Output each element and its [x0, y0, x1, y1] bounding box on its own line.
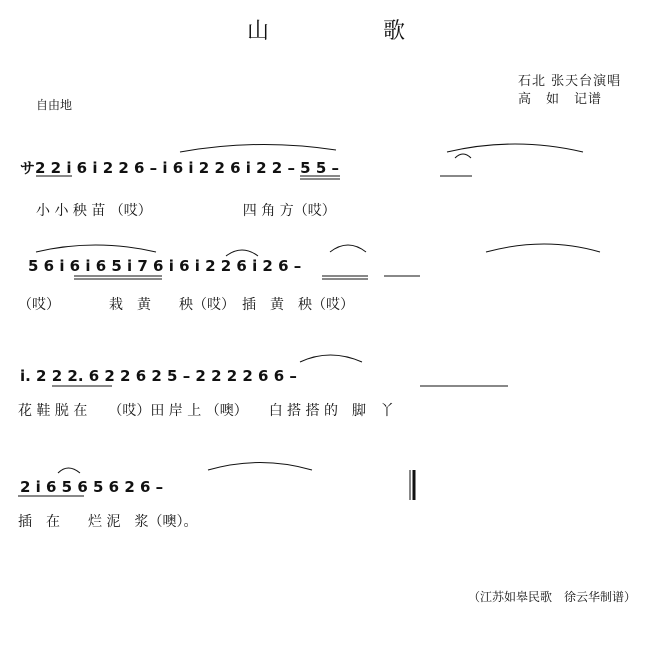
slur	[330, 245, 366, 252]
lyric-line-1: 小 小 秧 苗 （哎） 四 角 方（哎）	[36, 203, 336, 219]
page-title: 山 歌	[246, 19, 451, 44]
slur	[180, 144, 336, 152]
slur	[300, 355, 362, 362]
slur	[447, 144, 583, 152]
lyric-line-4: 插 在 烂 泥 浆（噢）。	[18, 514, 198, 530]
notation-credit: 高 如 记谱	[518, 92, 603, 107]
slur	[226, 250, 258, 256]
slur	[208, 463, 312, 471]
tempo-marking: 自由地	[36, 98, 73, 112]
slur	[58, 468, 80, 473]
performer-credit: 石北 张天台演唱	[518, 74, 622, 89]
notation-line-2: 5 6 i 6 i 6 5 i 7 6 i 6 i 2 2 6 i 2 6 –	[28, 257, 302, 275]
lyric-line-2: （哎） 栽 黄 秧（哎） 插 黄 秧（哎）	[18, 297, 354, 313]
slur	[486, 244, 600, 252]
source-note: （江苏如皋民歌 徐云华制谱）	[468, 590, 637, 604]
lyric-line-3: 花 鞋 脱 在 （哎）田 岸 上 （噢） 白 搭 搭 的 脚 丫	[18, 403, 395, 419]
slur	[455, 154, 471, 158]
notation-line-1: サ2 2 i 6 i 2 2 6 – i 6 i 2 2 6 i 2 2 – 5 5 –	[20, 159, 339, 177]
notation-line-3: i. 2 2 2. 6 2 2 6 2 5 – 2 2 2 2 6 6 –	[20, 367, 297, 385]
notation-line-4: 2 i 6 5 6 5 6 2 6 –	[20, 478, 164, 496]
slur	[36, 245, 156, 252]
